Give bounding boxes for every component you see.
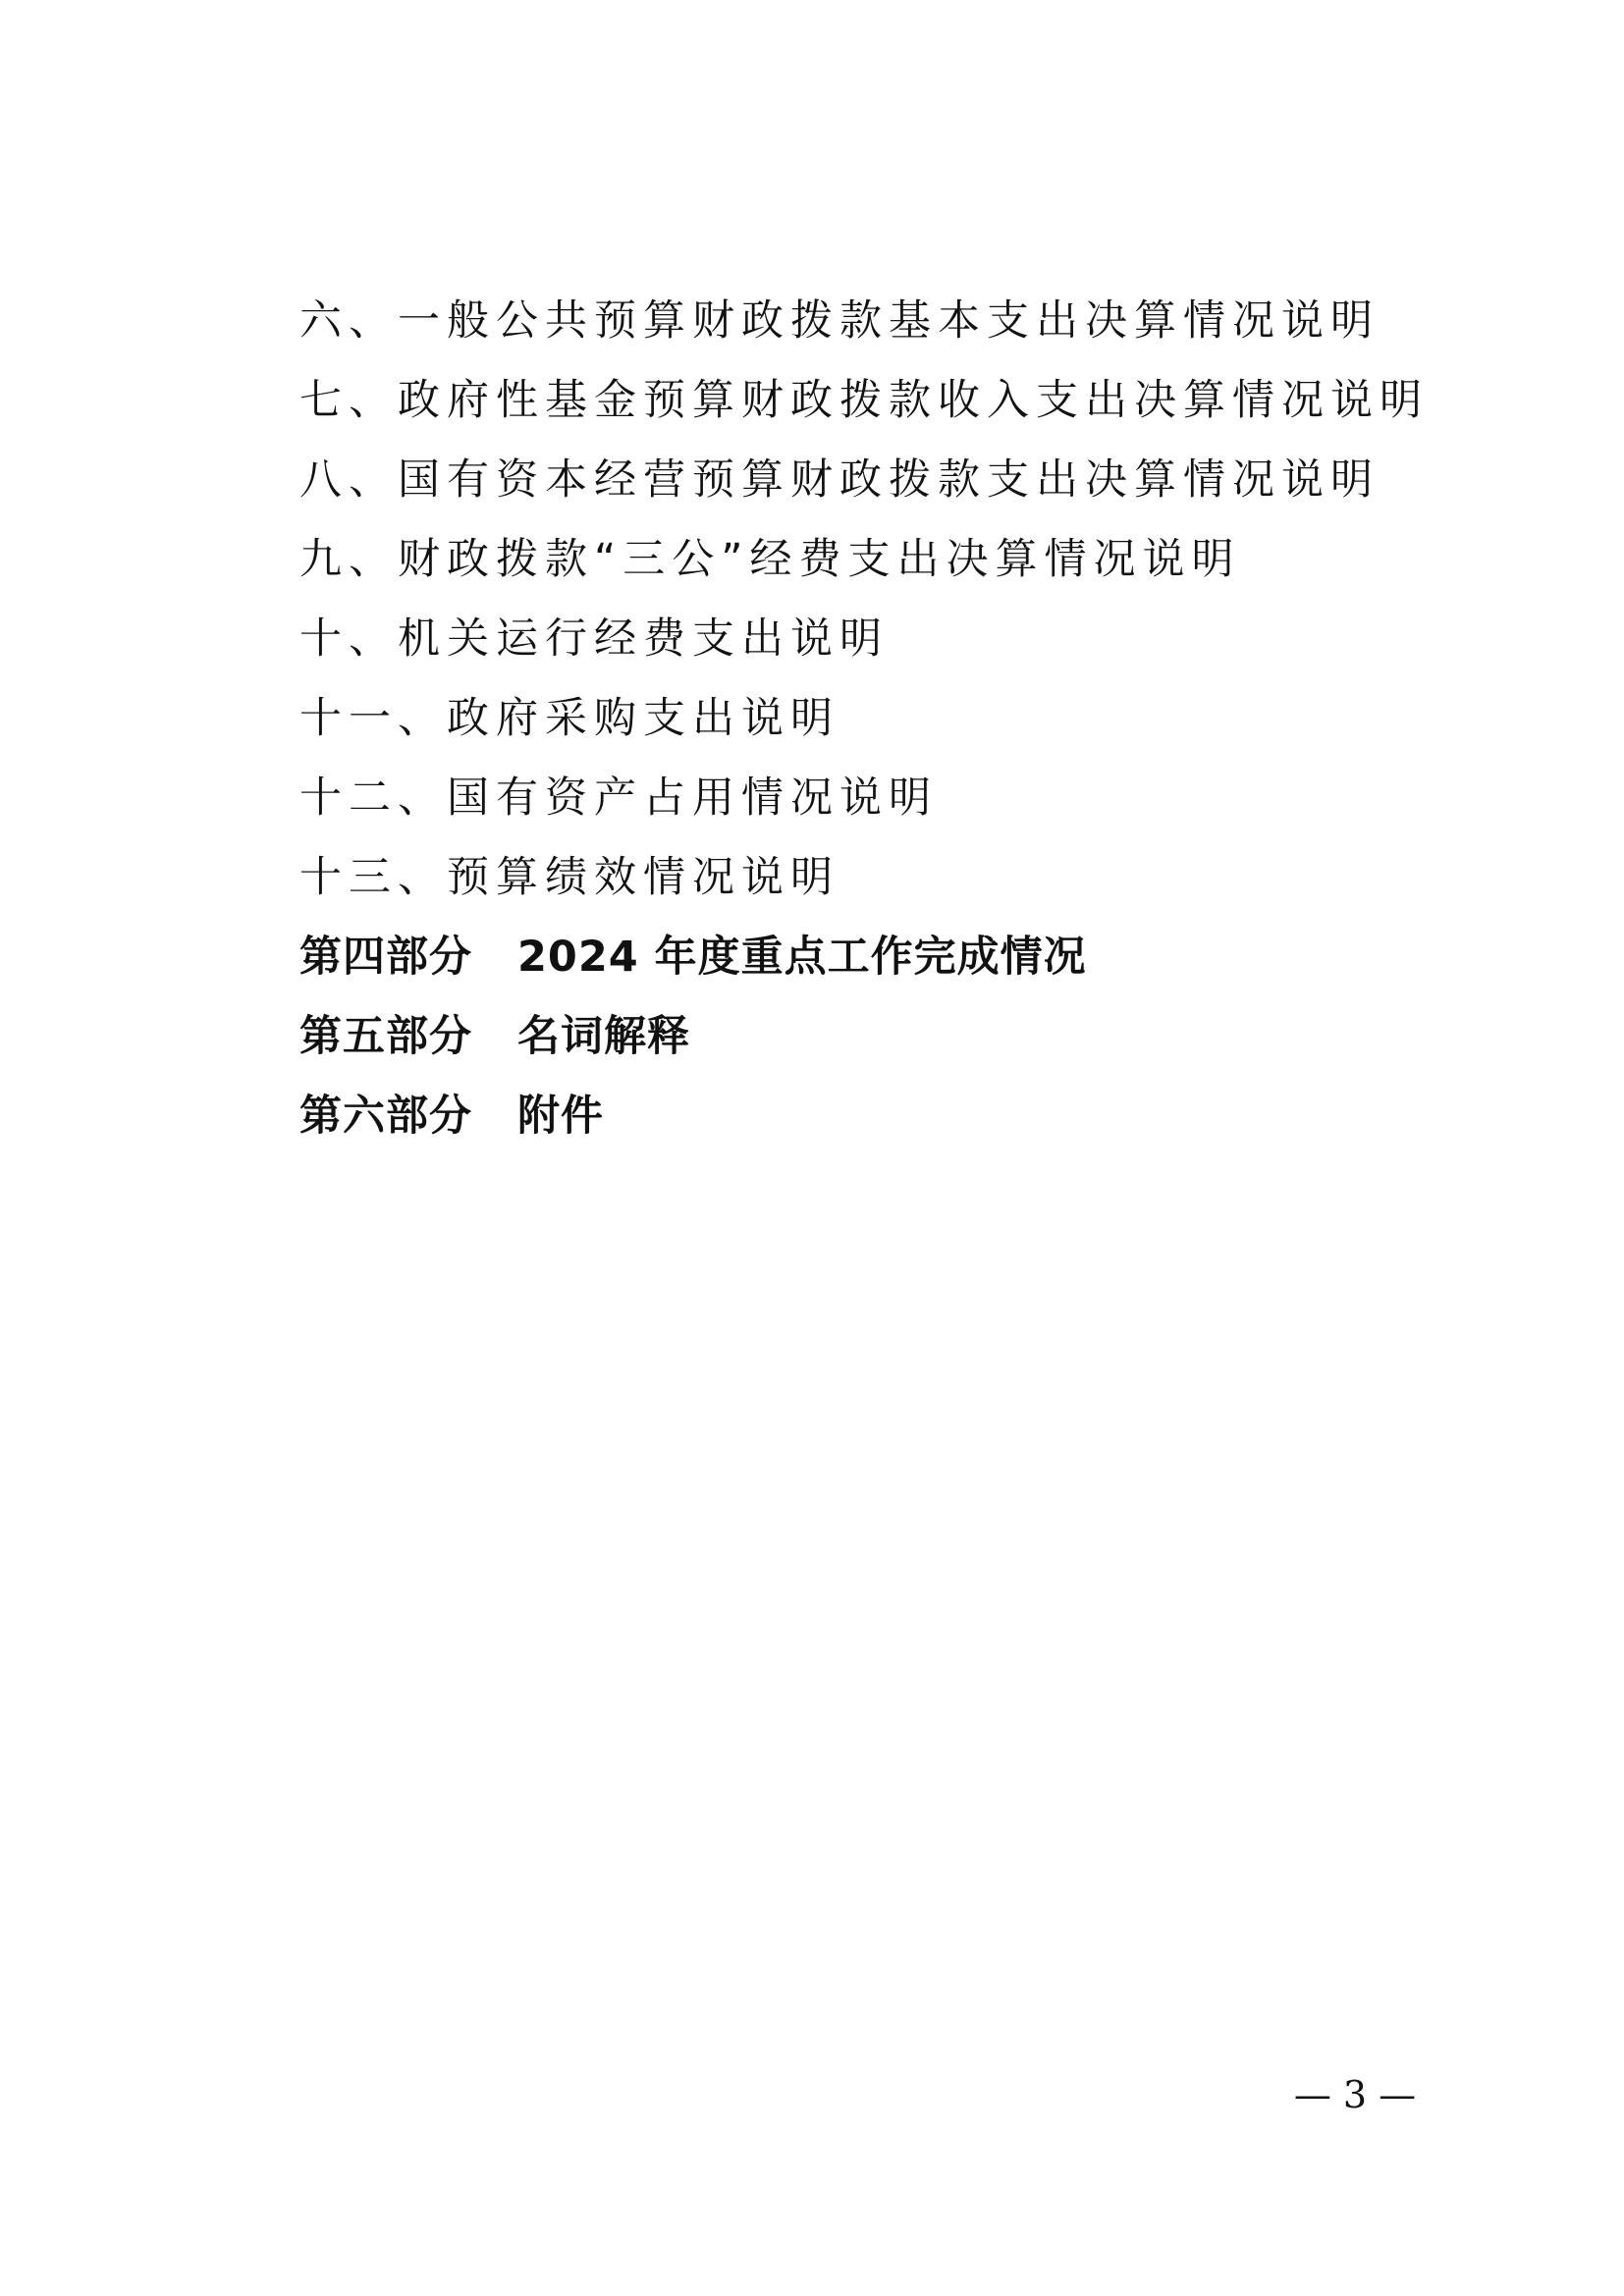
toc-section-13: 十三、预算绩效情况说明 [299, 853, 839, 902]
toc-section-10: 十、机关运行经费支出说明 [299, 614, 889, 664]
part-title: 2024 年度重点工作完成情况 [517, 933, 1087, 982]
part-label: 第六部分 [299, 1092, 472, 1141]
toc-section-11: 十一、政府采购支出说明 [299, 694, 839, 743]
toc-section-12: 十二、国有资产占用情况说明 [299, 774, 938, 823]
part-label: 第五部分 [299, 1012, 472, 1061]
toc-section-9: 九、财政拨款“三公”经费支出决算情况说明 [299, 535, 1241, 584]
part-label: 第四部分 [299, 933, 472, 982]
toc-part-4 [299, 918, 1380, 997]
page-number: — 3 — [1293, 2073, 1417, 2116]
toc-section-8: 八、国有资本经营预算财政拨款支出决算情况说明 [299, 455, 1380, 505]
part-title: 附件 [517, 1092, 604, 1141]
toc-section-7: 七、政府性基金预算财政拨款收入支出决算情况说明 [299, 376, 1429, 425]
toc-section-6: 六、一般公共预算财政拨款基本支出决算情况说明 [299, 296, 1380, 346]
table-of-contents [299, 282, 1429, 1156]
toc-part-5 [299, 997, 1380, 1077]
toc-part-6 [299, 1077, 1380, 1156]
part-title: 名词解释 [517, 1012, 690, 1061]
